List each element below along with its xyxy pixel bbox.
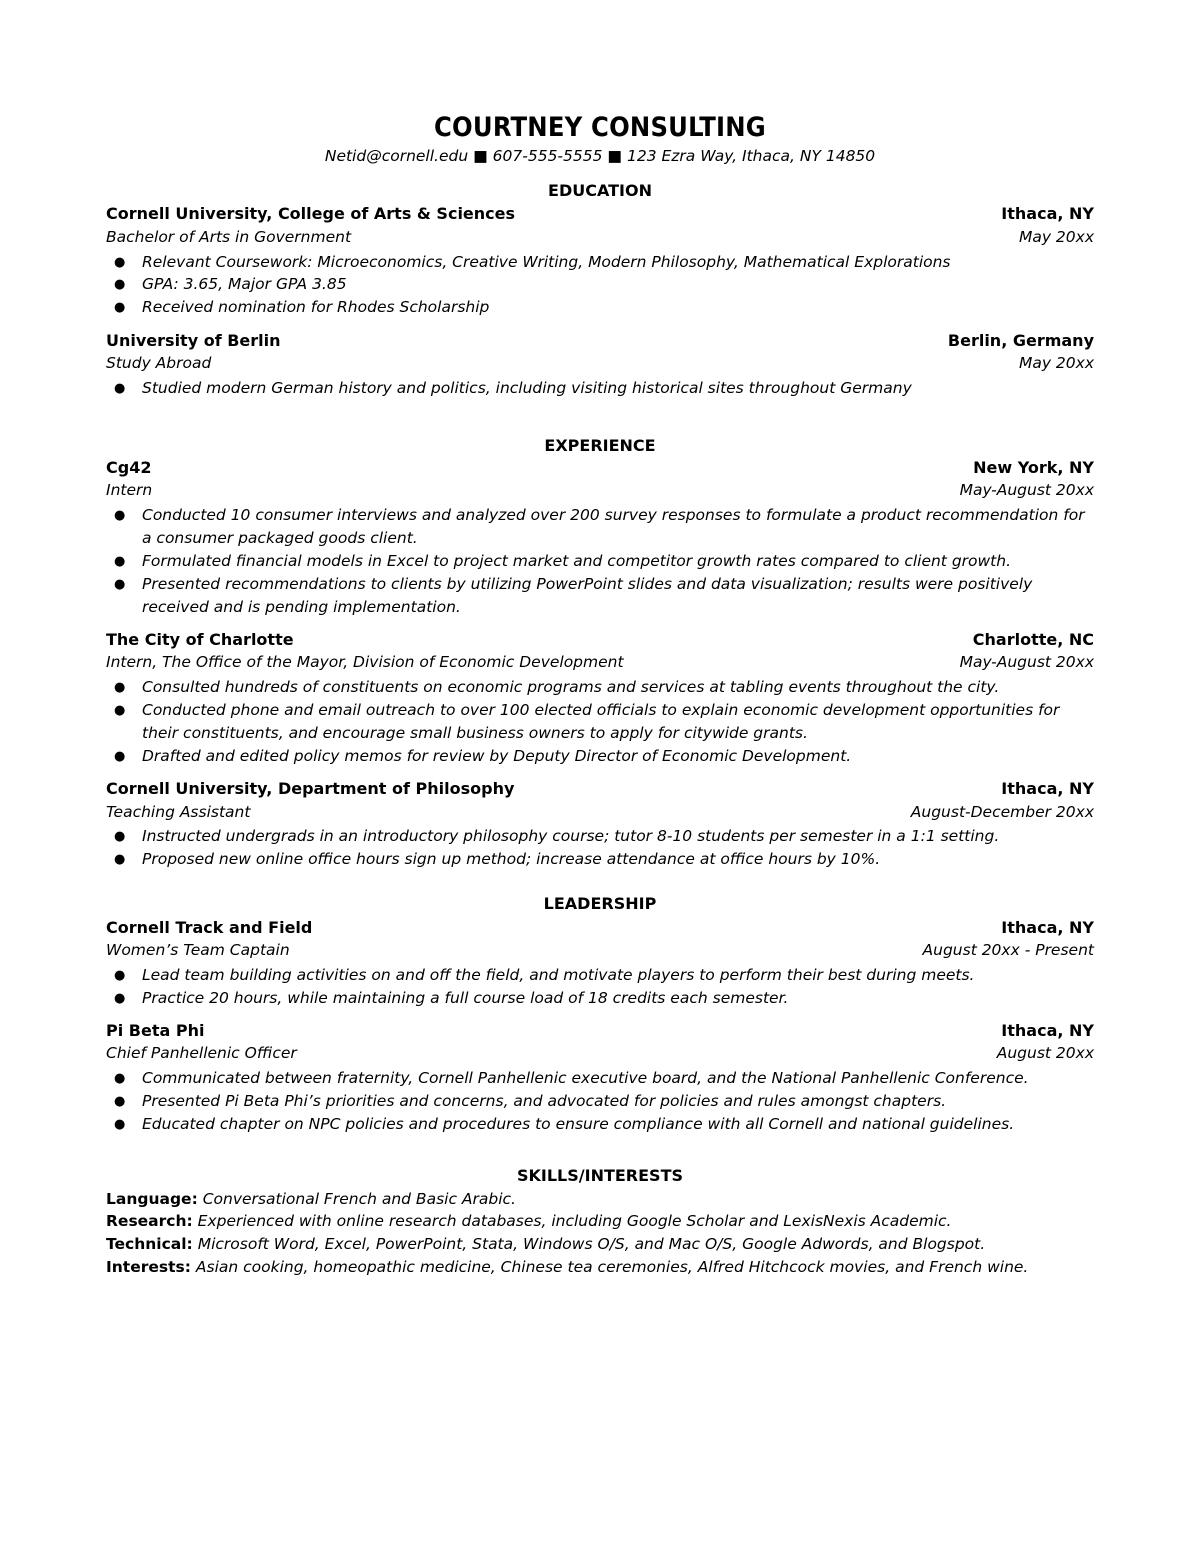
date: August-December 20xx	[910, 803, 1094, 821]
entry-header	[106, 458, 1094, 481]
entry-header	[106, 331, 1094, 354]
list-item: ● Presented recommendations to clients by utilizing PowerPoint slides and data visualization; results were positively received and is pending implementation.	[114, 575, 1033, 616]
bullet-icon: ●	[114, 1094, 126, 1109]
bullet-icon: ●	[114, 991, 126, 1006]
date: May-August 20xx	[959, 481, 1094, 499]
entry-subheader	[106, 481, 1094, 504]
skill-value: Experienced with online research databases, including Google Scholar and LexisNexis Academic.	[197, 1212, 952, 1230]
list-item: ● Relevant Coursework: Microeconomics, Creative Writing, Modern Philosophy, Mathematical Explorations	[142, 251, 1097, 274]
organization: The City of Charlotte	[106, 630, 294, 649]
role: Study Abroad	[106, 354, 212, 372]
role: Bachelor of Arts in Government	[106, 228, 352, 246]
skill-label: Research:	[106, 1212, 193, 1230]
bullet-icon: ●	[114, 703, 126, 718]
bullet-icon: ●	[114, 554, 126, 569]
role: Chief Panhellenic Officer	[106, 1044, 297, 1062]
entry-subheader	[106, 1044, 1094, 1067]
section-title-leadership: LEADERSHIP	[543, 894, 657, 913]
bullet-icon: ●	[114, 577, 126, 592]
list-item: ● Practice 20 hours, while maintaining a full course load of 18 credits each semester.	[142, 987, 1097, 1010]
entry-header	[106, 1021, 1094, 1044]
role: Intern	[106, 481, 153, 499]
location: Ithaca, NY	[1001, 204, 1094, 223]
skill-label: Technical:	[106, 1235, 193, 1253]
organization: Cornell Track and Field	[106, 918, 313, 937]
bullet-icon: ●	[114, 255, 126, 270]
list-item: ● Studied modern German history and politics, including visiting historical sites throughout Germany	[142, 377, 1097, 400]
bullet-icon: ●	[114, 1071, 126, 1086]
role: Women’s Team Captain	[106, 941, 290, 959]
skill-value: Asian cooking, homeopathic medicine, Chinese tea ceremonies, Alfred Hitchcock movies, and French wine.	[195, 1258, 1029, 1276]
skill-label: Interests:	[106, 1258, 191, 1276]
list-item: ● Conducted 10 consumer interviews and analyzed over 200 survey responses to formulate a product recommendation for a consumer packaged goods client.	[114, 506, 1085, 547]
list-item: ● Consulted hundreds of constituents on economic programs and services at tabling events throughout the city.	[142, 676, 1097, 699]
list-item: ● Conducted phone and email outreach to over 100 elected officials to explain economic development opportunities for their constituents, and encourage small business owners to apply for citywide grants.	[114, 701, 1060, 742]
entry-header	[106, 630, 1094, 653]
bullet-icon: ●	[114, 1117, 126, 1132]
date: May 20xx	[1018, 228, 1094, 246]
section-title-education: EDUCATION	[548, 181, 652, 200]
entry-subheader	[106, 803, 1094, 826]
list-item: ● Received nomination for Rhodes Scholarship	[142, 296, 1097, 319]
skill-line	[106, 1258, 1096, 1276]
date: May 20xx	[1018, 354, 1094, 372]
date: August 20xx - Present	[922, 941, 1094, 959]
bullet-icon: ●	[114, 749, 126, 764]
section-title-skills: SKILLS/INTERESTS	[516, 1166, 684, 1185]
list-item: ● Instructed undergrads in an introductory philosophy course; tutor 8-10 students per semester in a 1:1 setting.	[142, 825, 1097, 848]
organization: Cornell University, College of Arts & Sciences	[106, 204, 516, 223]
list-item: ● GPA: 3.65, Major GPA 3.85	[142, 273, 1097, 296]
contact-line: Netid@cornell.edu ■ 607-555-5555 ■ 123 Ezra Way, Ithaca, NY 14850	[324, 147, 876, 165]
bullet-icon: ●	[114, 968, 126, 983]
list-item: ● Formulated financial models in Excel to project market and competitor growth rates compared to client growth.	[142, 550, 1097, 573]
organization: Cg42	[106, 458, 152, 477]
entry-header	[106, 918, 1094, 941]
section-title-experience: EXPERIENCE	[544, 436, 656, 455]
skill-line	[106, 1190, 1096, 1208]
entry-subheader	[106, 941, 1094, 964]
bullet-icon: ●	[114, 381, 126, 396]
location: New York, NY	[973, 458, 1094, 477]
list-item: ● Lead team building activities on and off the field, and motivate players to perform their best during meets.	[142, 964, 1097, 987]
skill-value: Microsoft Word, Excel, PowerPoint, Stata, Windows O/S, and Mac O/S, Google Adwords, and Blogspot.	[197, 1235, 986, 1253]
entry-subheader	[106, 653, 1094, 676]
entry-subheader	[106, 228, 1094, 251]
resume-name: COURTNEY CONSULTING	[434, 112, 766, 143]
entry-header	[106, 779, 1094, 802]
skill-value: Conversational French and Basic Arabic.	[202, 1190, 516, 1208]
entry-header	[106, 204, 1094, 227]
list-item: ● Educated chapter on NPC policies and procedures to ensure compliance with all Cornell and national guidelines.	[142, 1113, 1097, 1136]
organization: University of Berlin	[106, 331, 281, 350]
list-item: ● Communicated between fraternity, Cornell Panhellenic executive board, and the National Panhellenic Conference.	[142, 1067, 1097, 1090]
bullet-icon: ●	[114, 852, 126, 867]
date: August 20xx	[996, 1044, 1094, 1062]
list-item: ● Presented Pi Beta Phi’s priorities and concerns, and advocated for policies and rules amongst chapters.	[142, 1090, 1097, 1113]
organization: Pi Beta Phi	[106, 1021, 205, 1040]
bullet-icon: ●	[114, 680, 126, 695]
list-item: ● Proposed new online office hours sign up method; increase attendance at office hours by 10%.	[142, 848, 1097, 871]
location: Ithaca, NY	[1001, 918, 1094, 937]
location: Berlin, Germany	[947, 331, 1094, 350]
bullet-icon: ●	[114, 277, 126, 292]
entry-subheader	[106, 354, 1094, 377]
role: Teaching Assistant	[106, 803, 251, 821]
location: Ithaca, NY	[1001, 1021, 1094, 1040]
list-item: ● Drafted and edited policy memos for review by Deputy Director of Economic Development.	[142, 745, 1097, 768]
date: May-August 20xx	[959, 653, 1094, 671]
skill-label: Language:	[106, 1190, 198, 1208]
skill-line	[106, 1235, 1096, 1253]
role: Intern, The Office of the Mayor, Division of Economic Development	[106, 653, 624, 671]
bullet-icon: ●	[114, 300, 126, 315]
skill-line	[106, 1212, 1096, 1230]
bullet-icon: ●	[114, 829, 126, 844]
organization: Cornell University, Department of Philosophy	[106, 779, 515, 798]
location: Ithaca, NY	[1001, 779, 1094, 798]
bullet-icon: ●	[114, 508, 126, 523]
location: Charlotte, NC	[972, 630, 1094, 649]
